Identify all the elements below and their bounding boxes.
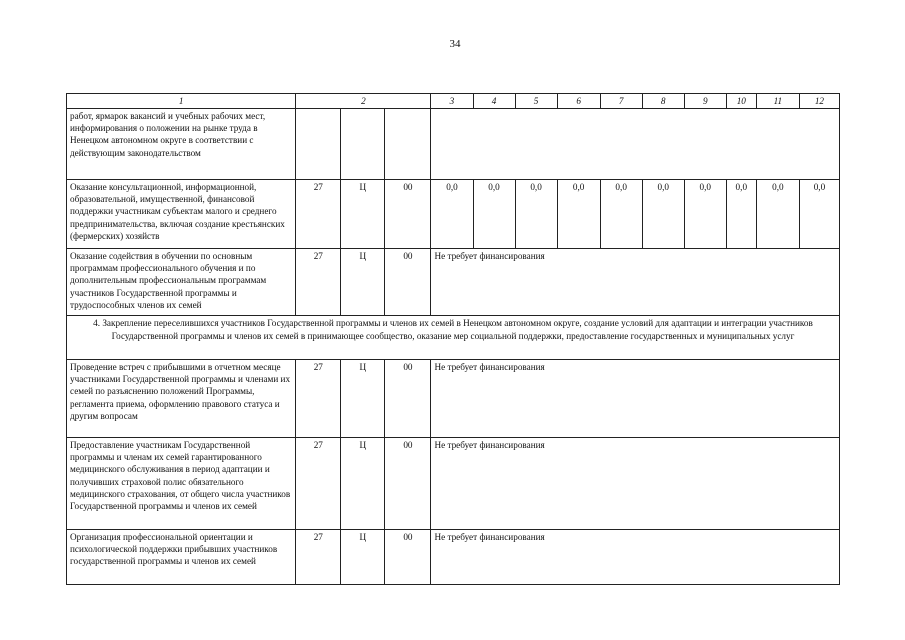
header-col-12: 12 xyxy=(799,94,839,109)
row-value: 0,0 xyxy=(557,180,600,249)
header-col-2: 2 xyxy=(296,94,431,109)
row-values-empty xyxy=(431,109,840,180)
row-value: 0,0 xyxy=(799,180,839,249)
row-code-3: 00 xyxy=(385,180,431,249)
header-col-8: 8 xyxy=(642,94,684,109)
row-description: Организация профессиональной ориентации и психологической поддержки прибывших участников государственной программы и членов их семей xyxy=(67,530,296,585)
header-col-4: 4 xyxy=(473,94,515,109)
row-code-1: 27 xyxy=(296,530,341,585)
row-financing-note: Не требует финансирования xyxy=(431,360,840,438)
header-col-11: 11 xyxy=(756,94,799,109)
row-value: 0,0 xyxy=(726,180,756,249)
row-value: 0,0 xyxy=(684,180,726,249)
header-col-6: 6 xyxy=(557,94,600,109)
header-col-7: 7 xyxy=(600,94,642,109)
section-header-row xyxy=(67,316,840,360)
row-value: 0,0 xyxy=(642,180,684,249)
header-col-1: 1 xyxy=(67,94,296,109)
row-code-1: 27 xyxy=(296,249,341,316)
row-value: 0,0 xyxy=(756,180,799,249)
header-col-9: 9 xyxy=(684,94,726,109)
table-row xyxy=(67,109,840,180)
row-description: Оказание консультационной, информационной, образовательной, имущественной, финансовой поддержки участникам субъектам малого и среднего предпринимательства, включая создание крестьянских (фермерских) хозяйств xyxy=(67,180,296,249)
header-col-3: 3 xyxy=(431,94,473,109)
row-description: Проведение встреч с прибывшими в отчетном месяце участниками Государственной программы и членами их семей по разъяснению положений Программы, регламента приема, оформлению правового статуса и другим вопросам xyxy=(67,360,296,438)
row-code-3: 00 xyxy=(385,249,431,316)
row-code-1: 27 xyxy=(296,360,341,438)
row-description: Предоставление участникам Государственной программы и членам их семей гарантированного медицинского обслуживания в период адаптации и получивших страховой полис обязательного медицинского страхования, от общего числа участников Государственной программы и членов их семей xyxy=(67,438,296,530)
section-title: 4. Закрепление переселившихся участников Государственной программы и членов их семей в Ненецком автономном округе, создание условий для адаптации и интеграции участников Государственной программы и членов их семей в принимающее сообщество, оказание мер социальной поддержки, предоставление государственных и муниципальных услуг xyxy=(67,316,840,360)
row-financing-note: Не требует финансирования xyxy=(431,249,840,316)
row-code-3: 00 xyxy=(385,530,431,585)
row-code-3: 00 xyxy=(385,438,431,530)
row-code-3: 00 xyxy=(385,360,431,438)
table-row xyxy=(67,438,840,530)
row-value: 0,0 xyxy=(600,180,642,249)
row-code-3 xyxy=(385,109,431,180)
row-code-1 xyxy=(296,109,341,180)
row-value: 0,0 xyxy=(431,180,473,249)
row-code-2: Ц xyxy=(341,438,385,530)
row-code-2: Ц xyxy=(341,249,385,316)
header-col-10: 10 xyxy=(726,94,756,109)
row-value: 0,0 xyxy=(473,180,515,249)
table-header-row xyxy=(67,94,840,109)
table-row xyxy=(67,360,840,438)
program-table xyxy=(66,93,840,585)
row-value: 0,0 xyxy=(515,180,557,249)
row-description: Оказание содействия в обучении по основным программам профессионального обучения и по дополнительным профессиональным программам участников Государственной программы и трудоспособных членов их семей xyxy=(67,249,296,316)
table-row xyxy=(67,530,840,585)
row-code-2: Ц xyxy=(341,530,385,585)
row-financing-note: Не требует финансирования xyxy=(431,530,840,585)
row-code-2 xyxy=(341,109,385,180)
table-row xyxy=(67,249,840,316)
table-row xyxy=(67,180,840,249)
row-code-1: 27 xyxy=(296,180,341,249)
row-code-1: 27 xyxy=(296,438,341,530)
row-code-2: Ц xyxy=(341,180,385,249)
page-number: 34 xyxy=(449,38,461,50)
row-code-2: Ц xyxy=(341,360,385,438)
header-col-5: 5 xyxy=(515,94,557,109)
row-description: работ, ярмарок вакансий и учебных рабочих мест, информирования о положении на рынке труда в Ненецком автономном округе в соответствии с действующим законодательством xyxy=(67,109,296,180)
row-financing-note: Не требует финансирования xyxy=(431,438,840,530)
